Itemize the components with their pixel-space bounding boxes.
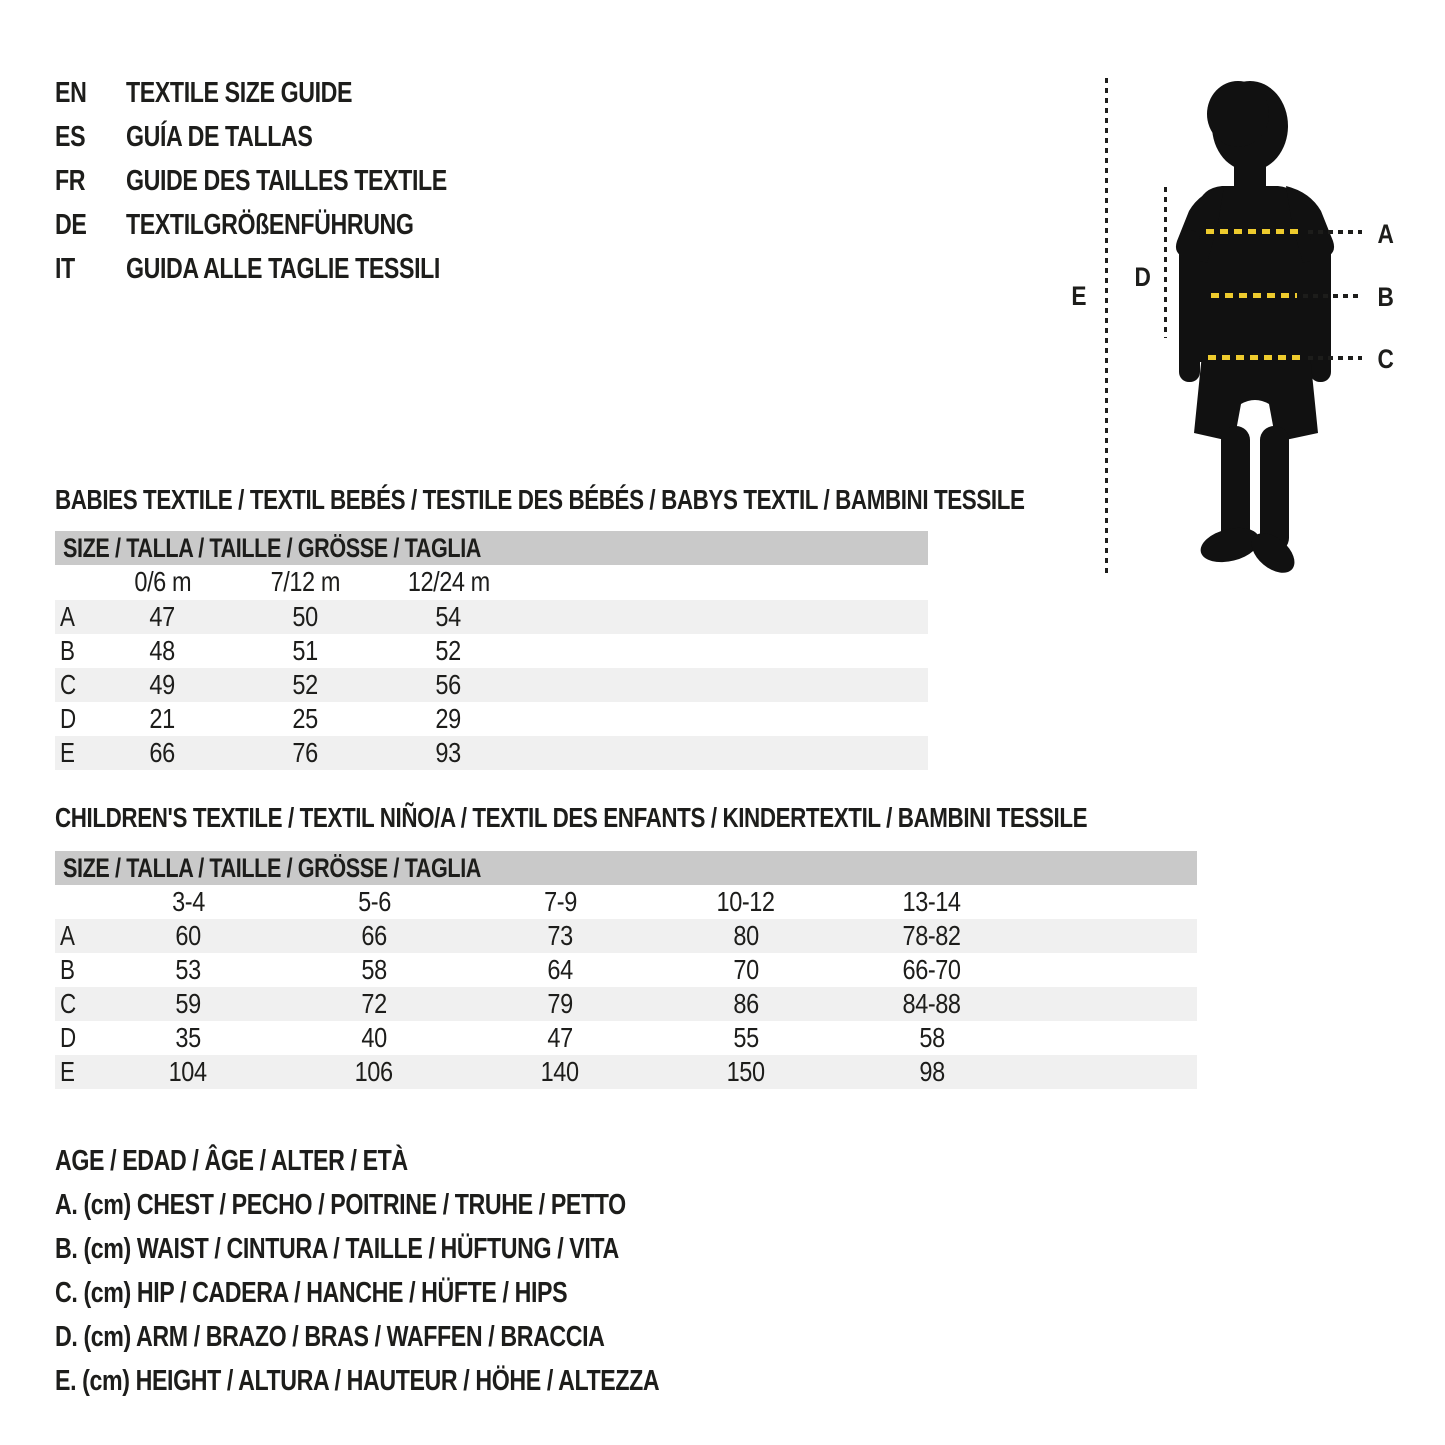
table-cell: 55 xyxy=(733,1022,759,1053)
legend-line-height: E. (cm) HEIGHT / ALTURA / HAUTEUR / HÖHE / ALTEZZA xyxy=(55,1365,660,1397)
table-cell: 140 xyxy=(541,1056,579,1087)
column-header: 13-14 xyxy=(902,886,962,917)
table-cell: 40 xyxy=(361,1022,387,1053)
table-cell: 86 xyxy=(733,988,759,1019)
table-cell: 49 xyxy=(149,669,176,700)
babies-size-header-bar: SIZE / TALLA / TAILLE / GRÖSSE / TAGLIA xyxy=(55,531,928,565)
row-label: E xyxy=(60,1056,75,1087)
table-cell: 106 xyxy=(355,1056,393,1087)
row-label: B xyxy=(60,954,75,985)
table-cell: 84-88 xyxy=(902,988,962,1019)
table-cell: 56 xyxy=(435,669,462,700)
waist-dash-line xyxy=(1211,293,1297,298)
legend-line-waist: B. (cm) WAIST / CINTURA / TAILLE / HÜFTUNG / VITA xyxy=(55,1233,619,1265)
table-cell: 35 xyxy=(175,1022,201,1053)
table-cell: 59 xyxy=(175,988,201,1019)
language-title: GUIDA ALLE TAGLIE TESSILI xyxy=(126,252,440,285)
table-cell: 76 xyxy=(292,737,319,768)
language-title: TEXTILGRÖßENFÜHRUNG xyxy=(126,208,414,241)
table-cell: 51 xyxy=(292,635,319,666)
row-label: B xyxy=(60,635,75,666)
table-cell: 72 xyxy=(361,988,387,1019)
measure-label-b: B xyxy=(1377,282,1394,312)
table-cell: 58 xyxy=(919,1022,945,1053)
children-column-header-row xyxy=(55,885,1197,919)
row-label: A xyxy=(60,601,75,632)
hip-dot-line xyxy=(1308,356,1362,360)
table-cell: 58 xyxy=(361,954,387,985)
table-cell: 60 xyxy=(175,920,201,951)
table-row xyxy=(55,702,928,736)
table-cell: 80 xyxy=(733,920,759,951)
language-row-it xyxy=(55,247,527,291)
table-cell: 53 xyxy=(175,954,201,985)
chest-dot-line xyxy=(1308,230,1362,234)
language-code: IT xyxy=(55,252,75,285)
column-header: 12/24 m xyxy=(407,566,490,597)
table-cell: 104 xyxy=(169,1056,207,1087)
table-cell: 66 xyxy=(361,920,387,951)
table-row xyxy=(55,1055,1197,1089)
table-cell: 98 xyxy=(919,1056,945,1087)
language-row-es xyxy=(55,115,527,159)
table-cell: 93 xyxy=(435,737,462,768)
table-cell: 29 xyxy=(435,703,462,734)
table-cell: 64 xyxy=(547,954,573,985)
language-title-list xyxy=(55,71,527,291)
language-row-fr xyxy=(55,159,527,203)
language-title: TEXTILE SIZE GUIDE xyxy=(126,76,353,109)
chest-dash-line xyxy=(1206,229,1304,234)
language-row-de xyxy=(55,203,527,247)
language-title: GUÍA DE TALLAS xyxy=(126,120,313,153)
table-cell: 54 xyxy=(435,601,462,632)
language-row-en xyxy=(55,71,527,115)
legend-line-hip: C. (cm) HIP / CADERA / HANCHE / HÜFTE / HIPS xyxy=(55,1277,568,1309)
language-code: ES xyxy=(55,120,86,153)
table-row xyxy=(55,1021,1197,1055)
children-size-header-bar: SIZE / TALLA / TAILLE / GRÖSSE / TAGLIA xyxy=(55,851,1197,885)
column-header: 7/12 m xyxy=(270,566,341,597)
table-cell: 47 xyxy=(547,1022,573,1053)
measure-label-e: E xyxy=(1071,281,1087,311)
table-row xyxy=(55,736,928,770)
language-title: GUIDE DES TAILLES TEXTILE xyxy=(126,164,447,197)
babies-section-title: BABIES TEXTILE / TEXTIL BEBÉS / TESTILE DES BÉBÉS / BABYS TEXTIL / BAMBINI TESSILE xyxy=(55,484,1025,515)
table-cell: 79 xyxy=(547,988,573,1019)
hip-dash-line xyxy=(1208,355,1306,360)
row-label: A xyxy=(60,920,75,951)
row-label: E xyxy=(60,737,75,768)
table-cell: 48 xyxy=(149,635,176,666)
table-cell: 73 xyxy=(547,920,573,951)
table-cell: 52 xyxy=(435,635,462,666)
legend-line-age: AGE / EDAD / ÂGE / ALTER / ETÀ xyxy=(55,1145,408,1177)
table-row xyxy=(55,987,1197,1021)
column-header: 5-6 xyxy=(357,886,391,917)
measure-label-a: A xyxy=(1377,219,1394,249)
table-row xyxy=(55,634,928,668)
table-row xyxy=(55,600,928,634)
column-header: 10-12 xyxy=(716,886,776,917)
waist-dot-line xyxy=(1303,294,1362,298)
table-cell: 150 xyxy=(727,1056,765,1087)
table-cell: 52 xyxy=(292,669,319,700)
table-row xyxy=(55,919,1197,953)
table-row xyxy=(55,953,1197,987)
babies-column-header-row xyxy=(55,565,928,599)
language-code: FR xyxy=(55,164,86,197)
table-cell: 47 xyxy=(149,601,176,632)
table-cell: 70 xyxy=(733,954,759,985)
legend-line-arm: D. (cm) ARM / BRAZO / BRAS / WAFFEN / BRACCIA xyxy=(55,1321,605,1353)
row-label: C xyxy=(60,669,76,700)
table-cell: 66-70 xyxy=(902,954,962,985)
children-section-title: CHILDREN'S TEXTILE / TEXTIL NIÑO/A / TEXTIL DES ENFANTS / KINDERTEXTIL / BAMBINI TESSILE xyxy=(55,802,1088,833)
column-header: 0/6 m xyxy=(134,566,191,597)
table-cell: 78-82 xyxy=(902,920,962,951)
measure-label-d: D xyxy=(1134,262,1151,292)
measure-label-c: C xyxy=(1377,344,1394,374)
column-header: 7-9 xyxy=(543,886,577,917)
row-label: C xyxy=(60,988,76,1019)
language-code: DE xyxy=(55,208,87,241)
legend-line-chest: A. (cm) CHEST / PECHO / POITRINE / TRUHE / PETTO xyxy=(55,1189,626,1221)
table-row xyxy=(55,668,928,702)
table-cell: 50 xyxy=(292,601,319,632)
row-label: D xyxy=(60,703,76,734)
table-cell: 66 xyxy=(149,737,176,768)
table-cell: 25 xyxy=(292,703,319,734)
language-code: EN xyxy=(55,76,87,109)
row-label: D xyxy=(60,1022,76,1053)
column-header: 3-4 xyxy=(171,886,205,917)
table-cell: 21 xyxy=(149,703,176,734)
measurement-legend xyxy=(55,1139,810,1403)
